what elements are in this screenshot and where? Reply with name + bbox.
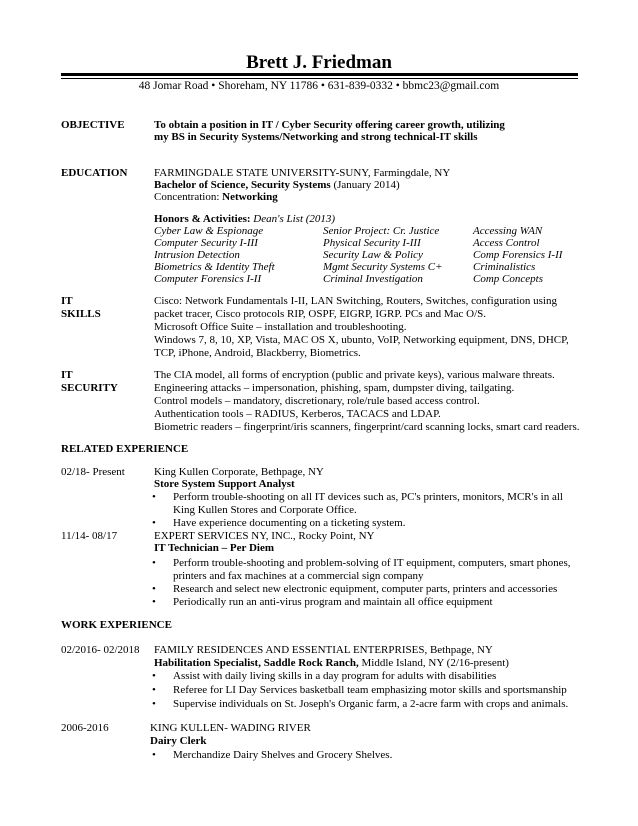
job-bullet: Perform trouble-shooting and problem-solving of IT equipment, computers, smart phones, [173,557,571,569]
course-item: Biometrics & Identity Theft [154,261,275,273]
job-bullet: printers and fax machines at a commercial sign company [173,570,424,582]
bullet-icon: • [152,684,156,696]
course-item: Intrusion Detection [154,249,240,261]
job-title: Habilitation Specialist, Saddle Rock Ranch, [154,657,359,669]
bullet-icon: • [152,596,156,608]
job-bullet: Supervise individuals on St. Joseph's Organic farm, a 2-acre farm with crops and animals. [173,698,569,710]
job-employer: KING KULLEN- WADING RIVER [150,722,311,734]
security-line: Authentication tools – RADIUS, Kerberos, TACACS and LDAP. [154,408,441,420]
course-item: Comp Concepts [473,273,543,285]
course-item: Physical Security I-III [323,237,421,249]
job-dates: 2006-2016 [61,722,109,734]
header-rule-thin [61,78,578,79]
course-item: Cyber Law & Espionage [154,225,264,237]
related-heading: RELATED EXPERIENCE [61,443,189,455]
bullet-icon: • [152,670,156,682]
objective-line: To obtain a position in IT / Cyber Security offering career growth, utilizing [154,119,505,131]
course-item: Criminal Investigation [323,273,423,285]
security-line: Control models – mandatory, discretionary, role/rule based access control. [154,395,480,407]
candidate-name: Brett J. Friedman [246,52,392,73]
skills-line: Windows 7, 8, 10, XP, Vista, MAC OS X, ubunto, VoIP, Networking equipment, DNS, DHCP, [154,334,569,346]
course-item: Criminalistics [473,261,536,273]
bullet-icon: • [152,491,156,503]
security-line: The CIA model, all forms of encryption (public and private keys), various malware threats. [154,369,555,381]
bullet-icon: • [152,557,156,569]
skills-line: Microsoft Office Suite – installation and troubleshooting. [154,321,407,333]
security-line: Engineering attacks – impersonation, phishing, spam, dumpster diving, tailgating. [154,382,515,394]
job-employer: FAMILY RESIDENCES AND ESSENTIAL ENTERPRISES, Bethpage, NY [154,644,493,656]
skills-line: Cisco: Network Fundamentals I-II, LAN Switching, Routers, Switches, configuration using [154,295,557,307]
header-rule-thick [61,73,578,76]
job-bullet: Referee for LI Day Services basketball team emphasizing motor skills and sportsmanship [173,684,567,696]
job-bullet: Periodically run an anti-virus program and maintain all office equipment [173,596,493,608]
job-bullet: Research and select new electronic equipment, computer parts, printers and accessories [173,583,558,595]
job-bullet: Assist with daily living skills in a day program for adults with disabilities [173,670,497,682]
job-bullet: Merchandize Dairy Shelves and Grocery Shelves. [173,749,393,761]
bullet-icon: • [152,698,156,710]
degree: Bachelor of Science, Security Systems [154,179,331,191]
security-heading: SECURITY [61,382,118,394]
objective-heading: OBJECTIVE [61,119,125,131]
job-dates: 02/18- Present [61,466,125,478]
job-title: Dairy Clerk [150,735,207,747]
education-heading: EDUCATION [61,167,128,179]
concentration: Networking [222,191,278,203]
school-name: FARMINGDALE STATE UNIVERSITY-SUNY, Farmingdale, NY [154,167,451,179]
honors-value: Dean's List (2013) [250,213,336,225]
job-bullet: Perform trouble-shooting on all IT devices such as, PC's printers, monitors, MCR's in all [173,491,563,503]
bullet-icon: • [152,517,156,529]
job-title-rest: Middle Island, NY (2/16-present) [358,657,509,669]
skills-heading: IT [61,295,73,307]
bullet-icon: • [152,749,156,761]
job-bullet: Have experience documenting on a ticketing system. [173,517,406,529]
degree-date: (January 2014) [330,179,400,191]
skills-line: TCP, iPhone, Android, Blackberry, Biometrics. [154,347,361,359]
job-title: IT Technician – Per Diem [154,542,274,554]
job-title-line [154,657,509,670]
skills-line: packet tracer, Cisco protocols RIP, OSPF, EIGRP, IGRP. PCs and Mac O/S. [154,308,487,320]
job-employer: EXPERT SERVICES NY, INC., Rocky Point, NY [154,530,375,542]
honors-label: Honors & Activities: [154,213,251,225]
course-item: Computer Security I-III [154,237,258,249]
course-item: Accessing WAN [473,225,543,237]
concentration-label: Concentration: [154,191,223,203]
concentration-line [154,191,278,204]
work-heading: WORK EXPERIENCE [61,619,172,631]
course-item: Senior Project: Cr. Justice [323,225,440,237]
course-item: Access Control [473,237,540,249]
course-item: Comp Forensics I-II [473,249,563,261]
job-dates: 11/14- 08/17 [61,530,118,542]
skills-heading: SKILLS [61,308,101,320]
job-employer: King Kullen Corporate, Bethpage, NY [154,466,324,478]
job-dates: 02/2016- 02/2018 [61,644,140,656]
course-item: Computer Forensics I-II [154,273,262,285]
bullet-icon: • [152,583,156,595]
course-item: Security Law & Policy [323,249,423,261]
security-heading: IT [61,369,73,381]
job-title: Store System Support Analyst [154,478,295,490]
contact-line: 48 Jomar Road • Shoreham, NY 11786 • 631-839-0332 • bbmc23@gmail.com [138,80,500,92]
job-bullet: King Kullen Stores and Corporate Office. [173,504,357,516]
course-item: Mgmt Security Systems C+ [323,261,443,273]
objective-line: my BS in Security Systems/Networking and strong technical-IT skills [154,131,478,143]
security-line: Biometric readers – fingerprint/iris scanners, fingerprint/card scanning locks, smart card readers. [154,421,580,433]
